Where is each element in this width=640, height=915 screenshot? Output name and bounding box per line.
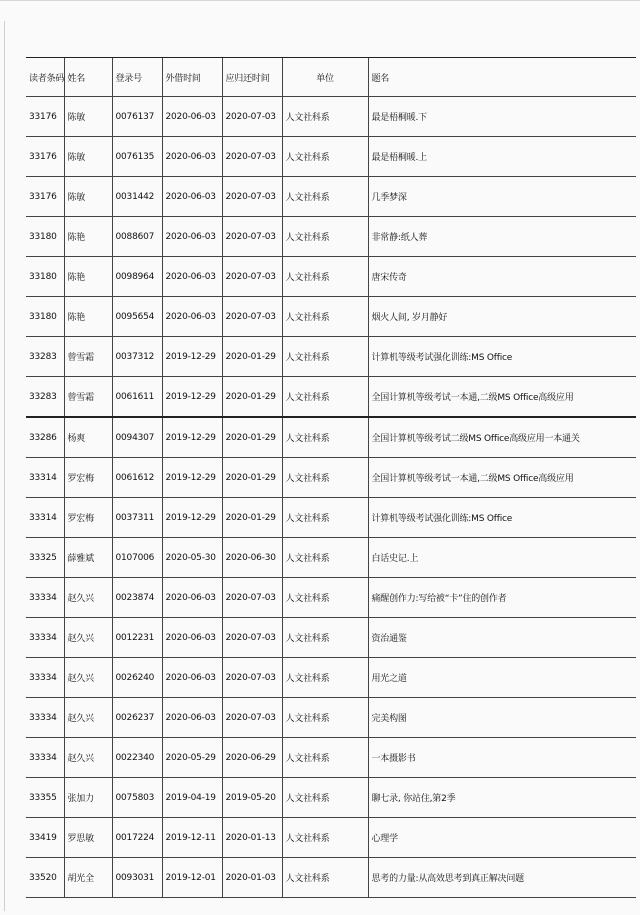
cell-accession-no: 0061611: [112, 377, 162, 418]
cell-name: 赵久兴: [64, 658, 112, 698]
cell-accession-no: 0012231: [112, 618, 162, 658]
cell-due-date: 2020-06-29: [222, 738, 282, 778]
cell-unit: 人文社科系: [282, 858, 368, 898]
cell-borrow-date: 2020-05-29: [162, 738, 222, 778]
cell-due-date: 2020-07-03: [222, 297, 282, 337]
cell-title: 完美构图: [368, 698, 636, 738]
cell-name: 薛雅斌: [64, 538, 112, 578]
cell-borrow-date: 2019-12-29: [162, 458, 222, 498]
header-unit: 单位: [282, 58, 368, 97]
cell-name: 胡光全: [64, 858, 112, 898]
cell-unit: 人文社科系: [282, 458, 368, 498]
cell-unit: 人文社科系: [282, 177, 368, 217]
table-row: [26, 337, 636, 377]
cell-title: 一本摄影书: [368, 738, 636, 778]
table-row: [26, 778, 636, 818]
cell-reader-barcode: 33334: [26, 738, 64, 778]
cell-unit: 人文社科系: [282, 337, 368, 377]
cell-borrow-date: 2019-12-29: [162, 337, 222, 377]
cell-accession-no: 0022340: [112, 738, 162, 778]
table-row: [26, 858, 636, 898]
cell-title: 非常静:纸人葬: [368, 217, 636, 257]
cell-accession-no: 0017224: [112, 818, 162, 858]
cell-accession-no: 0076137: [112, 97, 162, 137]
table-row: [26, 97, 636, 137]
table-row: [26, 658, 636, 698]
cell-due-date: 2020-07-03: [222, 618, 282, 658]
cell-reader-barcode: 33180: [26, 217, 64, 257]
cell-reader-barcode: 33334: [26, 618, 64, 658]
cell-title: 计算机等级考试强化训练:MS Office: [368, 498, 636, 538]
table-row: [26, 738, 636, 778]
cell-accession-no: 0031442: [112, 177, 162, 217]
cell-unit: 人文社科系: [282, 377, 368, 418]
cell-borrow-date: 2020-06-03: [162, 257, 222, 297]
cell-unit: 人文社科系: [282, 217, 368, 257]
cell-title: 唐宋传奇: [368, 257, 636, 297]
cell-due-date: 2020-01-03: [222, 858, 282, 898]
cell-accession-no: 0026240: [112, 658, 162, 698]
cell-unit: 人文社科系: [282, 498, 368, 538]
cell-borrow-date: 2019-12-29: [162, 498, 222, 538]
cell-title: 资治通鉴: [368, 618, 636, 658]
cell-unit: 人文社科系: [282, 297, 368, 337]
cell-due-date: 2020-01-13: [222, 818, 282, 858]
cell-name: 陈敏: [64, 137, 112, 177]
cell-due-date: 2020-06-30: [222, 538, 282, 578]
cell-accession-no: 0037312: [112, 337, 162, 377]
cell-reader-barcode: 33176: [26, 137, 64, 177]
cell-unit: 人文社科系: [282, 97, 368, 137]
cell-name: 赵久兴: [64, 738, 112, 778]
cell-accession-no: 0107006: [112, 538, 162, 578]
cell-title: 痛醒创作力:写给被“卡”住的创作者: [368, 578, 636, 618]
cell-title: 计算机等级考试强化训练:MS Office: [368, 337, 636, 377]
cell-due-date: 2020-07-03: [222, 217, 282, 257]
cell-borrow-date: 2020-05-30: [162, 538, 222, 578]
cell-reader-barcode: 33180: [26, 297, 64, 337]
cell-borrow-date: 2020-06-03: [162, 297, 222, 337]
cell-reader-barcode: 33334: [26, 578, 64, 618]
cell-unit: 人文社科系: [282, 618, 368, 658]
cell-reader-barcode: 33520: [26, 858, 64, 898]
cell-name: 罗思敏: [64, 818, 112, 858]
cell-title: 聊七录, 你站住,第2季: [368, 778, 636, 818]
table-row: [26, 377, 636, 418]
cell-unit: 人文社科系: [282, 417, 368, 458]
cell-name: 陈敏: [64, 177, 112, 217]
cell-reader-barcode: 33283: [26, 337, 64, 377]
header-due-date: 应归还时间: [222, 58, 282, 97]
table-row: [26, 618, 636, 658]
cell-reader-barcode: 33314: [26, 498, 64, 538]
cell-name: 杨爽: [64, 417, 112, 458]
cell-title: 烟火人间, 岁月静好: [368, 297, 636, 337]
table-row: [26, 578, 636, 618]
header-name: 姓名: [64, 58, 112, 97]
cell-due-date: 2019-05-20: [222, 778, 282, 818]
cell-accession-no: 0037311: [112, 498, 162, 538]
table-row: [26, 417, 636, 458]
cell-borrow-date: 2020-06-03: [162, 658, 222, 698]
cell-due-date: 2020-01-29: [222, 498, 282, 538]
cell-accession-no: 0093031: [112, 858, 162, 898]
cell-borrow-date: 2019-04-19: [162, 778, 222, 818]
cell-unit: 人文社科系: [282, 578, 368, 618]
page-edge: [4, 21, 5, 911]
cell-due-date: 2020-01-29: [222, 337, 282, 377]
cell-borrow-date: 2019-12-29: [162, 417, 222, 458]
cell-unit: 人文社科系: [282, 658, 368, 698]
cell-unit: 人文社科系: [282, 538, 368, 578]
cell-reader-barcode: 33325: [26, 538, 64, 578]
cell-name: 陈艳: [64, 257, 112, 297]
cell-name: 曾雪霜: [64, 377, 112, 418]
table-row: [26, 297, 636, 337]
cell-borrow-date: 2020-06-03: [162, 177, 222, 217]
cell-borrow-date: 2020-06-03: [162, 217, 222, 257]
cell-due-date: 2020-07-03: [222, 658, 282, 698]
cell-borrow-date: 2020-06-03: [162, 97, 222, 137]
cell-reader-barcode: 33176: [26, 97, 64, 137]
cell-accession-no: 0026237: [112, 698, 162, 738]
cell-title: 用光之道: [368, 658, 636, 698]
cell-accession-no: 0088607: [112, 217, 162, 257]
cell-reader-barcode: 33286: [26, 417, 64, 458]
header-borrow-date: 外借时间: [162, 58, 222, 97]
cell-reader-barcode: 33180: [26, 257, 64, 297]
header-title: 题名: [368, 58, 636, 97]
table-row: [26, 538, 636, 578]
table-row: [26, 498, 636, 538]
cell-borrow-date: 2020-06-03: [162, 137, 222, 177]
cell-borrow-date: 2019-12-29: [162, 377, 222, 418]
cell-name: 陈艳: [64, 217, 112, 257]
cell-accession-no: 0023874: [112, 578, 162, 618]
cell-unit: 人文社科系: [282, 137, 368, 177]
cell-title: 几季梦深: [368, 177, 636, 217]
cell-name: 罗宏梅: [64, 458, 112, 498]
cell-accession-no: 0098964: [112, 257, 162, 297]
cell-due-date: 2020-07-03: [222, 137, 282, 177]
cell-title: 全国计算机等级考试一本通,二级MS Office高级应用: [368, 377, 636, 418]
cell-due-date: 2020-07-03: [222, 257, 282, 297]
header-accession-no: 登录号: [112, 58, 162, 97]
cell-borrow-date: 2019-12-11: [162, 818, 222, 858]
cell-reader-barcode: 33283: [26, 377, 64, 418]
cell-due-date: 2020-01-29: [222, 417, 282, 458]
cell-title: 全国计算机等级考试一本通,二级MS Office高级应用: [368, 458, 636, 498]
table-row: [26, 217, 636, 257]
table-row: [26, 177, 636, 217]
cell-title: 白话史记.上: [368, 538, 636, 578]
table-row: [26, 257, 636, 297]
cell-accession-no: 0076135: [112, 137, 162, 177]
cell-borrow-date: 2020-06-03: [162, 578, 222, 618]
cell-title: 心理学: [368, 818, 636, 858]
table-row: [26, 818, 636, 858]
cell-title: 思考的力量:从高效思考到真正解决问题: [368, 858, 636, 898]
cell-reader-barcode: 33419: [26, 818, 64, 858]
cell-reader-barcode: 33334: [26, 698, 64, 738]
cell-accession-no: 0075803: [112, 778, 162, 818]
cell-borrow-date: 2020-06-03: [162, 698, 222, 738]
cell-borrow-date: 2020-06-03: [162, 618, 222, 658]
loan-records-table: [26, 57, 636, 898]
cell-unit: 人文社科系: [282, 698, 368, 738]
cell-name: 罗宏梅: [64, 498, 112, 538]
cell-title: 最是梧桐暖.下: [368, 97, 636, 137]
cell-accession-no: 0095654: [112, 297, 162, 337]
table-header-row: [26, 58, 636, 97]
cell-reader-barcode: 33334: [26, 658, 64, 698]
cell-title: 全国计算机等级考试二级MS Office高级应用一本通关: [368, 417, 636, 458]
cell-name: 赵久兴: [64, 618, 112, 658]
cell-reader-barcode: 33355: [26, 778, 64, 818]
table-body: [26, 97, 636, 898]
cell-due-date: 2020-07-03: [222, 177, 282, 217]
cell-accession-no: 0061612: [112, 458, 162, 498]
cell-reader-barcode: 33176: [26, 177, 64, 217]
cell-name: 赵久兴: [64, 578, 112, 618]
cell-name: 曾雪霜: [64, 337, 112, 377]
cell-borrow-date: 2019-12-01: [162, 858, 222, 898]
cell-title: 最是梧桐暖.上: [368, 137, 636, 177]
cell-due-date: 2020-07-03: [222, 578, 282, 618]
cell-unit: 人文社科系: [282, 257, 368, 297]
table-row: [26, 698, 636, 738]
cell-due-date: 2020-01-29: [222, 458, 282, 498]
cell-name: 张加力: [64, 778, 112, 818]
cell-due-date: 2020-01-29: [222, 377, 282, 418]
cell-unit: 人文社科系: [282, 818, 368, 858]
cell-accession-no: 0094307: [112, 417, 162, 458]
cell-unit: 人文社科系: [282, 778, 368, 818]
cell-name: 赵久兴: [64, 698, 112, 738]
cell-due-date: 2020-07-03: [222, 97, 282, 137]
cell-due-date: 2020-07-03: [222, 698, 282, 738]
cell-unit: 人文社科系: [282, 738, 368, 778]
cell-name: 陈艳: [64, 297, 112, 337]
header-reader-barcode: 读者条码: [26, 58, 64, 97]
cell-reader-barcode: 33314: [26, 458, 64, 498]
table-row: [26, 137, 636, 177]
cell-name: 陈敏: [64, 97, 112, 137]
table-row: [26, 458, 636, 498]
